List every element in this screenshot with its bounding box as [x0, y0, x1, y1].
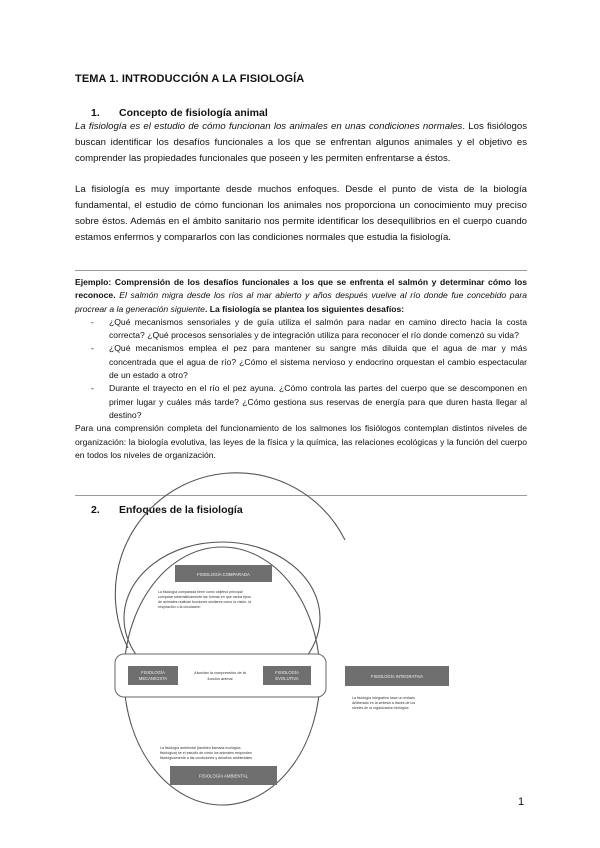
- definition-rest: . Los fisiólogos buscan identificar los desafíos funcionales a los que se enfrentan algunos animales y el objetivo es comprender las propiedades funcionales que poseen y les permiten enfrentarse a éstos.: [75, 121, 527, 164]
- ambiental-desc-line: fisiológicamente a las condiciones y desafíos ambientales: [160, 756, 253, 760]
- section-2-title: Enfoques de la fisiología: [119, 504, 243, 516]
- evolutiva-label: FISIOLOGÍA: [275, 670, 299, 675]
- ambiental-desc-line: fisiológica) se el estudio de cómo los animales responden: [160, 751, 252, 755]
- section-1-number: 1.: [91, 107, 100, 119]
- mecanicista-label: FISIOLOGÍA: [141, 670, 165, 675]
- example-intro-tail: . La fisiología se plantea los siguientes desafíos:: [204, 303, 405, 314]
- bullet-marker: -: [91, 383, 94, 394]
- question-text: Durante el trayecto en el río el pez ayuna. ¿Cómo controla las partes del cuerpo que se descomponen en primer lugar y cuáles más tarde? ¿Cómo gestiona sus reservas de energía para que duren hasta llegar al destino?: [109, 383, 527, 420]
- ambiental-desc-line: La fisiología ambiental (también llamada ecológica: [160, 746, 241, 750]
- question-text: ¿Qué mecanismos sensoriales y de guía utiliza el salmón para nadar en camino directo hacia la costa correcta? ¿Qué procesos sensoriales y de integración utiliza para reconocer el río donde comenzó su vida?: [109, 316, 527, 341]
- mecanicista-label: MECANICISTA: [138, 676, 168, 681]
- evolutiva-label: EVOLUTIVA: [275, 676, 299, 681]
- bullet-marker: -: [91, 343, 94, 354]
- example-intro-bold: Ejemplo: Comprensión de los desafíos funcionales a los que se enfrenta el salmón y determinar cómo los reconoce.: [75, 277, 527, 301]
- section-1-title: Concepto de fisiología animal: [119, 107, 268, 119]
- comparada-desc-line: comparar sistemáticamente las formas en que varios tipos: [158, 595, 251, 599]
- comparada-label: FISIOLOGÍA COMPARADA: [197, 572, 250, 577]
- page-number: 1: [518, 796, 525, 808]
- section-2-number: 2.: [91, 504, 100, 516]
- integrativa-desc-line: La fisiología integrativa hace un énfasis: [352, 696, 415, 700]
- document-title: TEMA 1. INTRODUCCIÓN A LA FISIOLOGÍA: [75, 73, 305, 85]
- example-intro-italic: El salmón migra desde los ríos al mar abierto y años después vuelve al río donde fue concebido para procrear a la generación siguiente: [75, 290, 527, 314]
- integrativa-desc-line: niveles de la organización biológica: [352, 706, 409, 710]
- integrativa-desc-line: deliberado en la síntesis a través de los: [352, 701, 416, 705]
- comparada-desc-line: La fisiología comparada tiene como objetivo principal: [158, 590, 243, 594]
- center-text: función animal: [207, 676, 233, 681]
- paragraph-importance: La fisiología es muy importante desde muchos enfoques. Desde el punto de vista de la biología fundamental, el estudio de cómo funcionan los animales nos proporciona un conocimiento muy preciso sobre éstos. Además en el ámbito sanitario nos permite identificar los desequilibrios en el cuerpo cuando estamos enfermos y compararlos con las condiciones normales que estudia la fisiología.: [75, 184, 527, 243]
- bullet-marker: -: [91, 316, 94, 327]
- integrativa-label: FISIOLOGÍA INTEGRATIVA: [371, 674, 423, 679]
- center-text: Abordan la comprensión de la: [194, 670, 246, 675]
- definition-italic: La fisiología es el estudio de cómo funcionan los animales en unas condiciones normales: [75, 121, 463, 132]
- example-conclusion: Para una comprensión completa del funcionamiento de los salmones los fisiólogos contemplan distintos niveles de organización: la biología evolutiva, las leyes de la física y la química, las relaciones ecológicas y la función del cuerpo en todos los niveles de organización.: [75, 423, 527, 460]
- comparada-desc-line: de animales realizan funciones similares como la visión, la: [158, 600, 252, 604]
- comparada-desc-line: respiración o la circulación: [158, 605, 201, 609]
- question-text: ¿Qué mecanismos emplea el pez para mantener su sangre más diluida que el agua de mar y más concentrada que el agua de río? ¿Cómo el sistema nervioso y endocrino orquestan el cambio espectacular de un estado a otro?: [109, 343, 527, 381]
- ambiental-label: FISIOLOGÍA AMBIENTAL: [198, 773, 249, 779]
